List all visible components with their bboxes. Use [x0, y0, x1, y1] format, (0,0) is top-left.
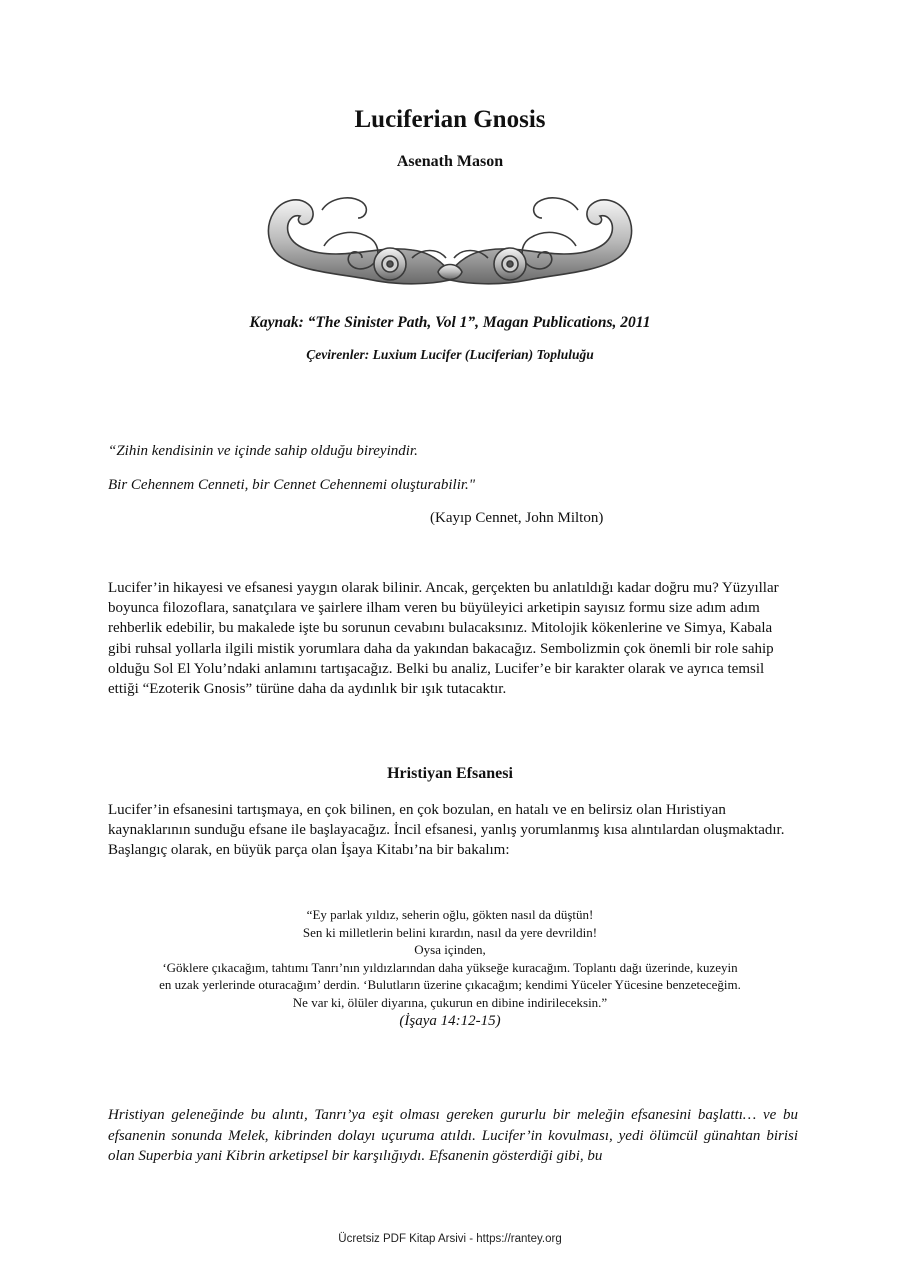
section-paragraph: Lucifer’in efsanesini tartışmaya, en çok bilinen, en çok bozulan, en hatalı ve en belirsiz olan Hıristiyan kaynaklarının sunduğu efsane ile başlayacağız. İncil efsanesi, yanlış yorumlanmış kısa alıntılardan oluşmaktadır. Başlangıç olarak, en büyük parça olan İşaya Kitabı’na bir bakalım: — [108, 802, 785, 859]
epigraph-line-1: “Zihin kendisinin ve içinde sahip olduğu bireyindir. — [108, 443, 418, 459]
section-heading: Hristiyan Efsanesi — [387, 765, 513, 782]
document-title: Luciferian Gnosis — [354, 106, 546, 133]
intro-paragraph: Lucifer’in hikayesi ve efsanesi yaygın olarak bilinir. Ancak, gerçekten bu anlatıldığı kadar doğru mu? Yüzyıllar boyunca filozoflara, sanatçılara ve şairlere ilham veren bu büyüleyici arketipin sayısız formu size adım adım rehberlik edebilir, bu makalede işte bu sorunun cevabını bulacaksınız. Mitolojik kökenlerine ve Simya, Kabala gibi ruhsal yollarla ilgili mistik yorumlara daha da yakından bakacağız. Sembolizmin çok önemli bir role sahip olduğu Sol El Yolu’ndaki anlamını tartışacağız. Belki bu analiz, Lucifer’e bir karakter olarak ve ayrıca temsil ettiği “Ezoterik Gnosis” türüne daha da aydınlık bir ışık tutacaktır. — [108, 580, 779, 698]
page-footer: Ücretsiz PDF Kitap Arsivi - https://rantey.org — [338, 1233, 562, 1245]
verse-line: en uzak yerlerinde oturacağım’ derdin. ‘Bulutların üzerine çıkacağım; kendimi Yüceler Yücesine benzeteceğim. — [159, 977, 741, 992]
translators-credit: Çevirenler: Luxium Lucifer (Luciferian) Topluluğu — [306, 347, 594, 362]
verse-reference: (İşaya 14:12-15) — [399, 1013, 501, 1029]
verse-line: “Ey parlak yıldız, seherin oğlu, gökten nasıl da düştün! — [306, 907, 594, 922]
verse-line: Oysa içinden, — [414, 942, 486, 957]
closing-paragraph: Hristiyan geleneğinde bu alıntı, Tanrı’ya eşit olması gereken gururlu bir meleğin efsanesini başlattı… ve bu efsanenin sonunda Melek, kibrinden dolayı uçuruma atıldı. Lucifer’in kovulması, yedi ölümcül günahtan birisi olan Superbia yani Kibrin arketipsel bir karşılığıydı. Efsanenin gösterdiği gibi, bu — [108, 1107, 798, 1164]
baroque-scroll-ornament-icon — [262, 188, 638, 292]
author-name: Asenath Mason — [396, 153, 504, 170]
verse-line: Ne var ki, ölüler diyarına, çukurun en dibine indirileceksin.” — [292, 994, 608, 1010]
source-citation: Kaynak: “The Sinister Path, Vol 1”, Magan Publications, 2011 — [249, 314, 651, 331]
epigraph-line-2: Bir Cehennem Cenneti, bir Cennet Cehennemi oluşturabilir." — [108, 477, 476, 493]
epigraph-citation: (Kayıp Cennet, John Milton) — [430, 510, 604, 526]
verse-line: Sen ki milletlerin belini kırardın, nasıl da yere devrildin! — [302, 924, 598, 940]
verse-line: ‘Göklere çıkacağım, tahtımı Tanrı’nın yıldızlarından daha yükseğe kuracağım. Toplantı dağı üzerinde, kuzeyin — [162, 959, 738, 975]
bible-verse-quote — [100, 906, 800, 1011]
